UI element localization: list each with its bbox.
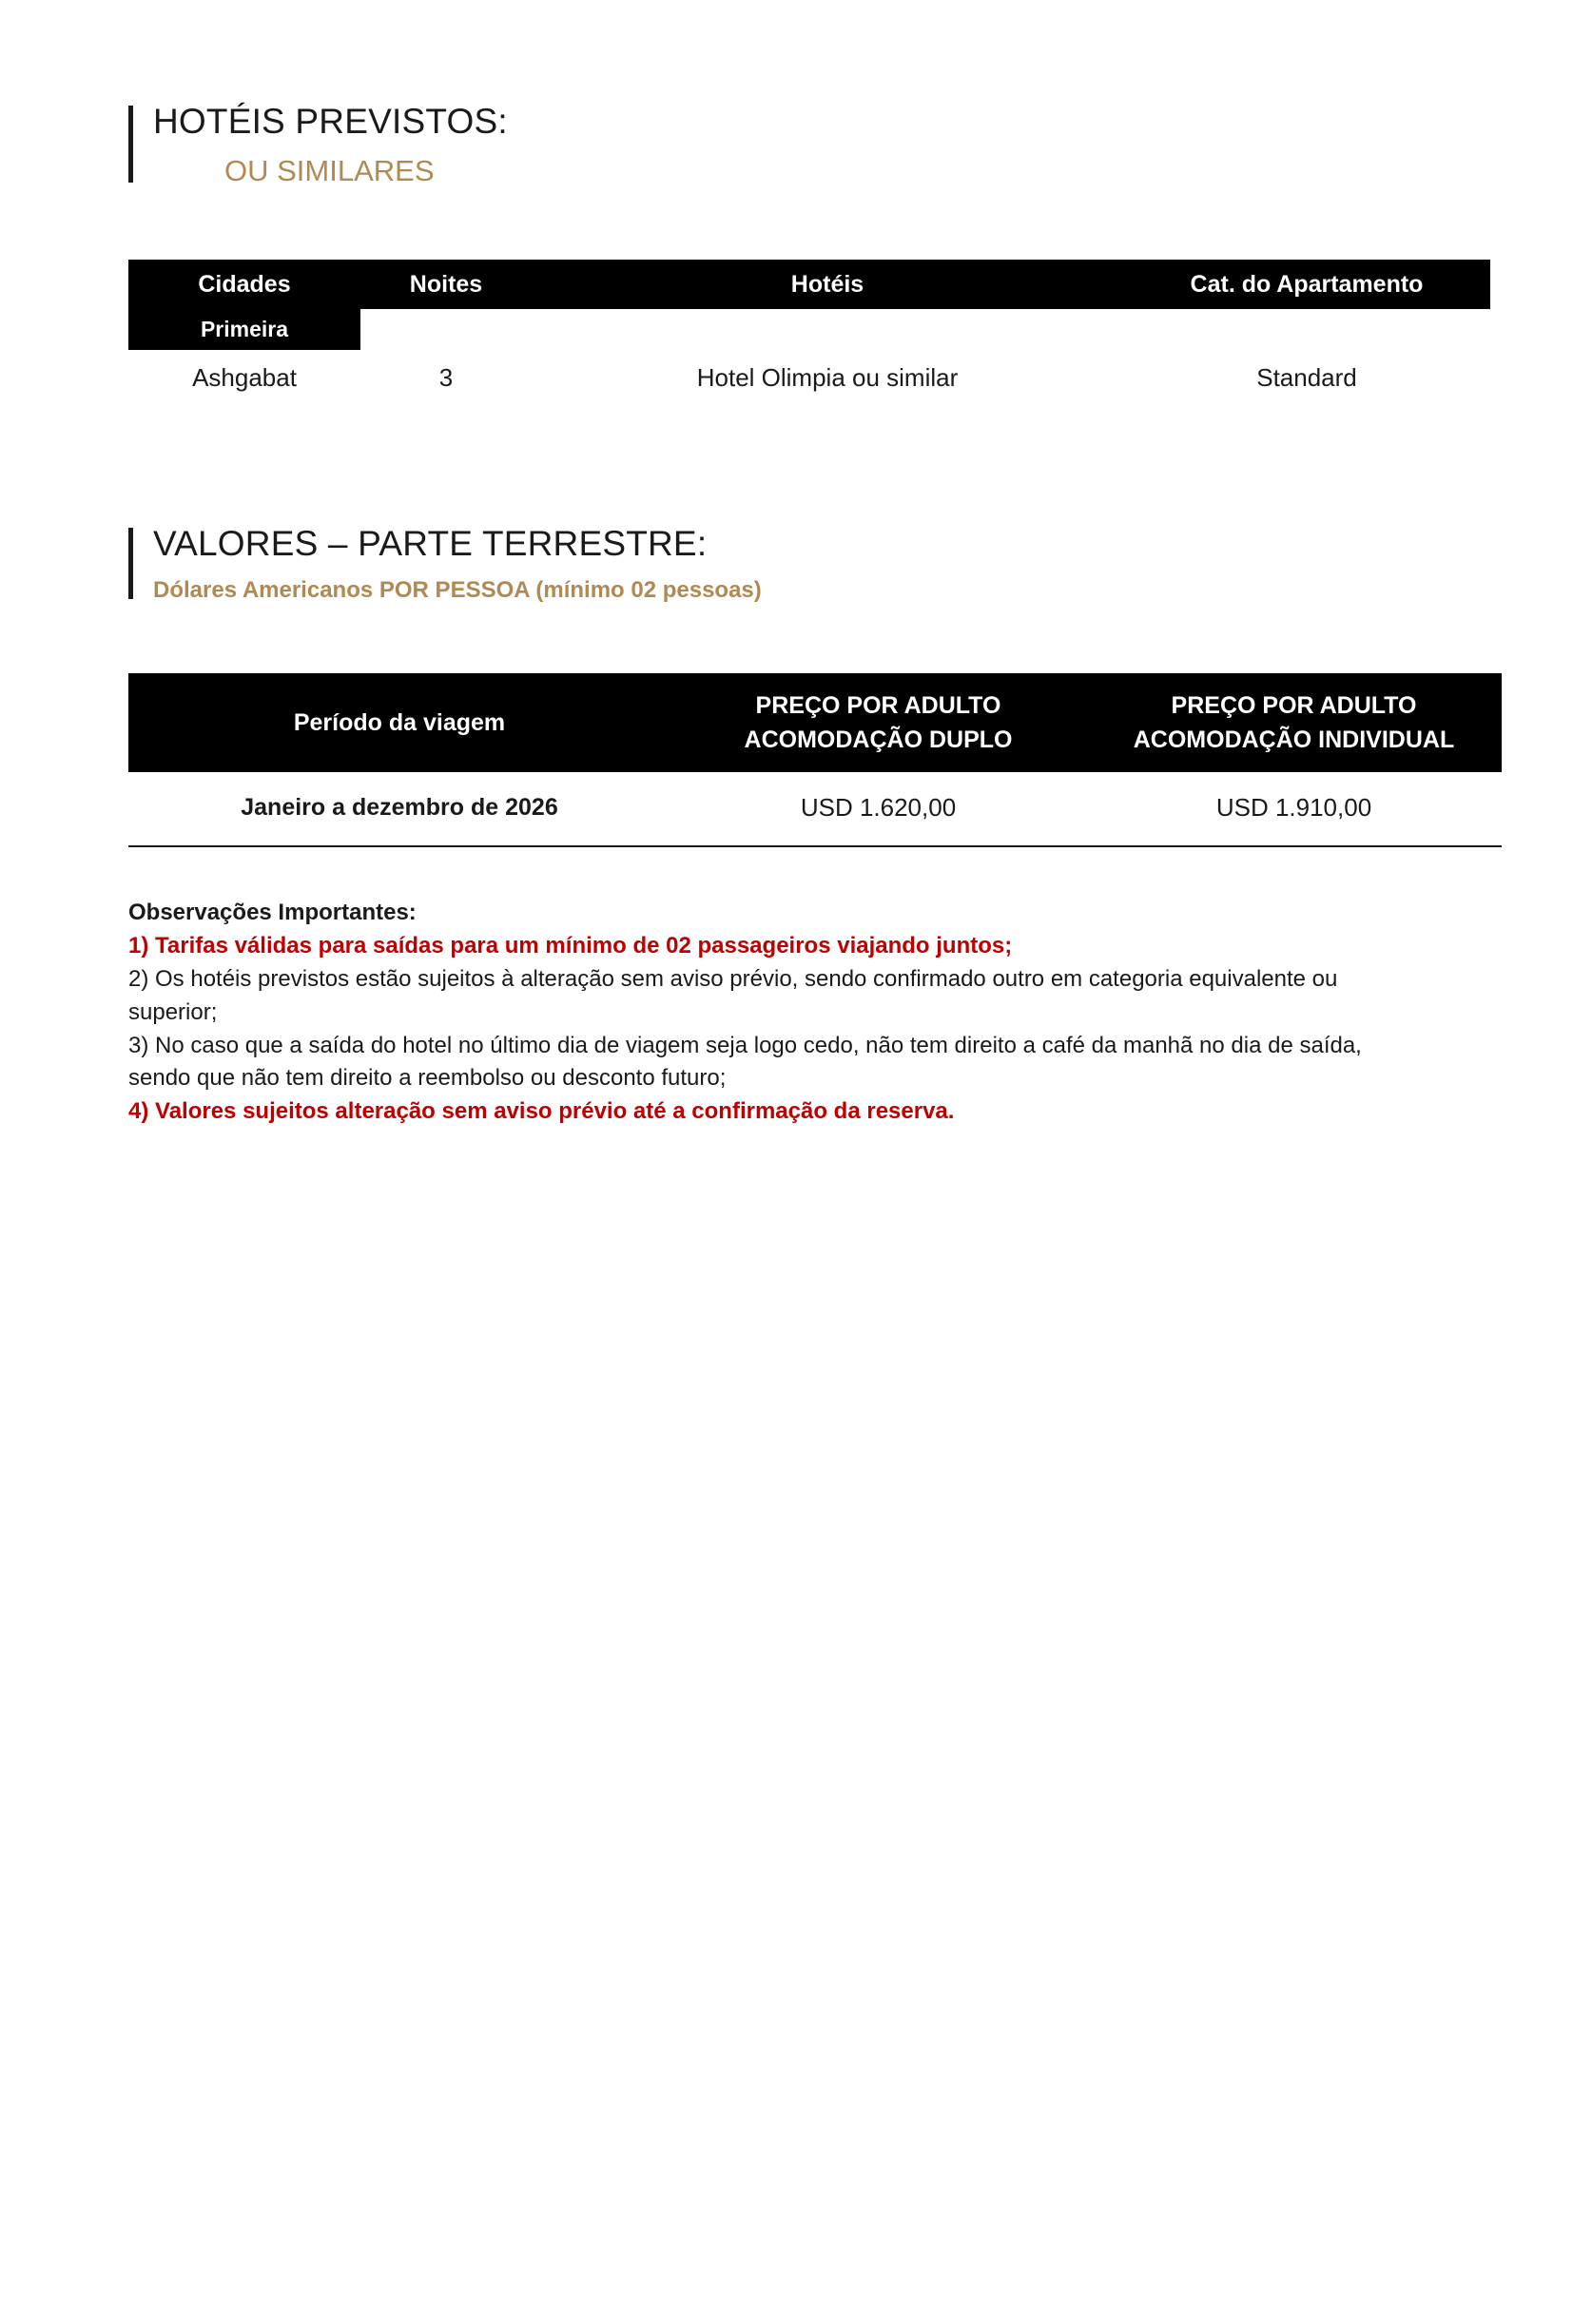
cell-hotel: Hotel Olimpia ou similar bbox=[696, 362, 959, 392]
notes-block bbox=[128, 897, 1393, 1129]
column-header-individual-line1: PREÇO POR ADULTO bbox=[1171, 691, 1417, 719]
column-header-duplo bbox=[670, 673, 1086, 773]
category-row-spacer bbox=[360, 309, 532, 349]
column-header-periodo: Período da viagem bbox=[128, 673, 670, 773]
cell-noites: 3 bbox=[438, 362, 454, 392]
column-header-hoteis: Hotéis bbox=[532, 260, 1123, 309]
prices-section-heading bbox=[128, 522, 1445, 605]
column-header-duplo-line2: ACOMODAÇÃO DUPLO bbox=[744, 726, 1013, 754]
document-page bbox=[0, 100, 1573, 2324]
note-item-3: 3) No caso que a saída do hotel no último dia de viagem seja logo cedo, não tem direito a café da manhã no dia de saída, sendo que não tem direito a reembolso ou desconto futuro; bbox=[128, 1032, 1362, 1092]
cell-preco-duplo: USD 1.620,00 bbox=[670, 772, 1086, 846]
heading-accent-bar bbox=[128, 528, 133, 599]
column-header-cidades: Cidades bbox=[128, 260, 360, 309]
column-header-individual-line2: ACOMODAÇÃO INDIVIDUAL bbox=[1133, 726, 1455, 754]
table-row bbox=[128, 350, 1490, 408]
prices-table bbox=[128, 673, 1502, 848]
table-header-row bbox=[128, 260, 1490, 309]
hotels-section-subtitle: OU SIMILARES bbox=[224, 154, 435, 188]
hotels-section-title: HOTÉIS PREVISTOS: bbox=[153, 102, 508, 141]
table-header-row bbox=[128, 673, 1502, 773]
prices-section-subtitle: Dólares Americanos POR PESSOA (mínimo 02 pessoas) bbox=[153, 577, 762, 604]
note-item-1: 1) Tarifas válidas para saídas para um mínimo de 02 passageiros viajando juntos; bbox=[128, 933, 1013, 959]
cell-categoria: Standard bbox=[1256, 362, 1357, 392]
prices-section-title: VALORES – PARTE TERRESTRE: bbox=[153, 523, 708, 563]
table-row bbox=[128, 772, 1502, 846]
column-header-duplo-line1: PREÇO POR ADULTO bbox=[755, 691, 1001, 719]
hotels-table bbox=[128, 260, 1490, 407]
heading-accent-bar bbox=[128, 106, 133, 183]
note-item-4: 4) Valores sujeitos alteração sem aviso prévio até a confirmação da reserva. bbox=[128, 1098, 955, 1125]
cell-preco-individual: USD 1.910,00 bbox=[1086, 772, 1502, 846]
notes-title: Observações Importantes: bbox=[128, 900, 417, 926]
hotels-section-heading bbox=[128, 100, 1445, 188]
column-header-individual bbox=[1086, 673, 1502, 773]
category-badge: Primeira bbox=[128, 309, 360, 349]
note-item-2: 2) Os hotéis previstos estão sujeitos à alteração sem aviso prévio, sendo confirmado outro em categoria equivalente ou superior; bbox=[128, 966, 1338, 1025]
column-header-categoria: Cat. do Apartamento bbox=[1123, 260, 1490, 309]
table-category-row bbox=[128, 309, 1490, 349]
cell-periodo: Janeiro a dezembro de 2026 bbox=[128, 772, 670, 846]
category-row-spacer bbox=[532, 309, 1123, 349]
cell-cidade: Ashgabat bbox=[192, 362, 297, 392]
category-row-spacer bbox=[1123, 309, 1490, 349]
column-header-noites: Noites bbox=[360, 260, 532, 309]
